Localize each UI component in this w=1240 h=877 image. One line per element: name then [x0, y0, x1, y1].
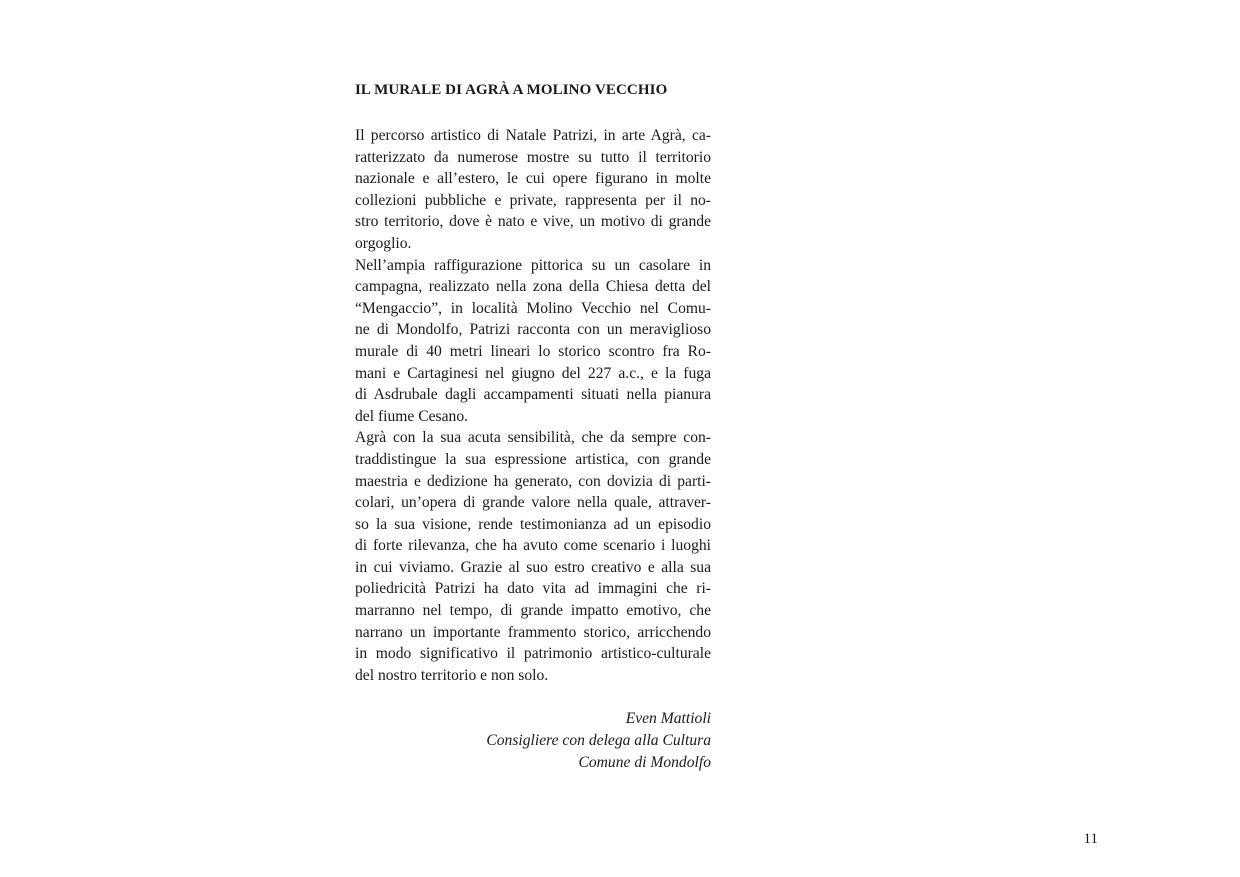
signature-name: Even Mattioli — [625, 710, 711, 728]
text-line: maestria e dedizione ha generato, con dovizia di parti- — [355, 472, 711, 490]
text-line: ratterizzato da numerose mostre su tutto il territorio — [355, 148, 711, 166]
page-number: 11 — [1083, 831, 1098, 847]
paragraph-3 — [355, 427, 711, 686]
text-line: ne di Mondolfo, Patrizi racconta con un meraviglioso — [355, 321, 711, 339]
text-line: del fiume Cesano. — [355, 407, 469, 425]
text-line: collezioni pubbliche e private, rappresenta per il no- — [355, 191, 711, 209]
text-line: murale di 40 metri lineari lo storico scontro fra Ro- — [355, 342, 711, 360]
text-line: mani e Cartaginesi nel giugno del 227 a.c., e la fuga — [355, 364, 711, 382]
article — [355, 80, 711, 773]
text-line: traddistingue la sua espressione artistica, con grande — [355, 450, 711, 468]
text-line: in cui viviamo. Grazie al suo estro creativo e alla sua — [355, 558, 711, 576]
text-line: campagna, realizzato nella zona della Chiesa detta del — [355, 278, 711, 296]
signature-block — [355, 708, 711, 773]
article-title: IL MURALE DI AGRÀ A MOLINO VECCHIO — [355, 82, 668, 98]
text-line: stro territorio, dove è nato e vive, un motivo di grande — [355, 213, 711, 231]
text-line: so la sua visione, rende testimonianza ad un episodio — [355, 515, 711, 533]
text-line: Agrà con la sua acuta sensibilità, che da sempre con- — [355, 429, 711, 447]
text-line: colari, un’opera di grande valore nella quale, attraver- — [355, 494, 711, 512]
text-line: Il percorso artistico di Natale Patrizi, in arte Agrà, ca- — [355, 127, 711, 144]
text-line: in modo significativo il patrimonio artistico-culturale — [355, 645, 711, 663]
signature-organization: Comune di Mondolfo — [578, 753, 711, 771]
paragraph-1 — [355, 125, 711, 255]
text-line: orgoglio. — [355, 234, 412, 252]
text-line: del nostro territorio e non solo. — [355, 666, 549, 684]
text-line: marranno nel tempo, di grande impatto emotivo, che — [355, 602, 711, 620]
paragraph-2 — [355, 255, 711, 428]
text-line: “Mengaccio”, in località Molino Vecchio nel Comu- — [355, 299, 711, 317]
article-body — [355, 125, 711, 686]
text-line: di Asdrubale dagli accampamenti situati nella pianura — [355, 386, 711, 404]
text-line: poliedricità Patrizi ha dato vita ad immagini che ri- — [355, 580, 711, 598]
text-line: narrano un importante frammento storico, arricchendo — [355, 623, 711, 641]
signature-role: Consigliere con delega alla Cultura — [486, 732, 711, 750]
text-line: di forte rilevanza, che ha avuto come scenario i luoghi — [355, 537, 711, 555]
text-line: Nell’ampia raffigurazione pittorica su un casolare in — [355, 256, 711, 274]
text-line: nazionale e all’estero, le cui opere figurano in molte — [355, 170, 711, 188]
